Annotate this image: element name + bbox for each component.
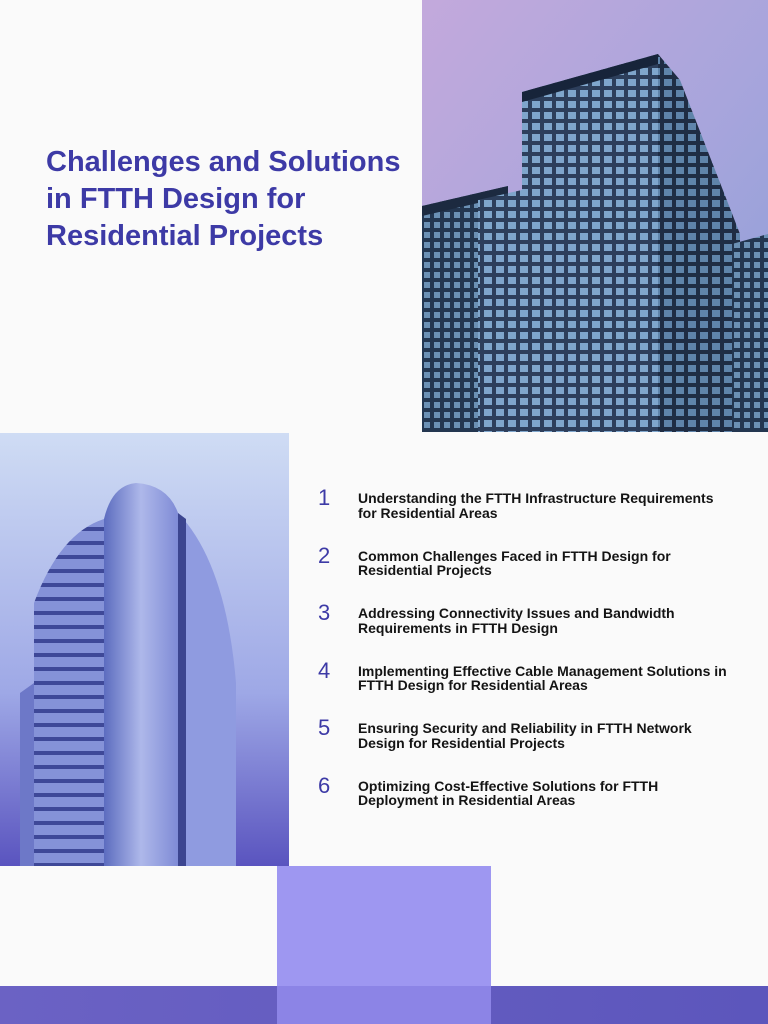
toc-item-number: 6 <box>318 772 331 798</box>
toc-item-text: Understanding the FTTH Infrastructure Requirements for Residential Areas <box>358 490 714 521</box>
toc-item-number: 3 <box>318 600 331 626</box>
accent-block-shade <box>277 986 491 1024</box>
page-title: Challenges and Solutions in FTTH Design for Residential Projects <box>46 146 401 252</box>
toc-item-text: Addressing Connectivity Issues and Bandwidth Requirements in FTTH Design <box>358 605 675 636</box>
table-of-contents <box>318 486 738 832</box>
toc-item-2 <box>318 544 738 602</box>
toc-item-text: Ensuring Security and Reliability in FTTH Network Design for Residential Projects <box>358 720 692 751</box>
toc-item-1 <box>318 486 738 544</box>
toc-item-text: Optimizing Cost-Effective Solutions for FTTH Deployment in Residential Areas <box>358 777 659 809</box>
toc-item-5 <box>318 716 738 774</box>
toc-item-text: Common Challenges Faced in FTTH Design for Residential Projects <box>358 547 671 579</box>
toc-item-number: 4 <box>318 657 331 683</box>
toc-item-3 <box>318 601 738 659</box>
toc-item-6 <box>318 774 738 832</box>
curved-glass-tower-photo <box>0 433 289 866</box>
toc-item-text: Implementing Effective Cable Management Solutions in FTTH Design for Residential Areas <box>358 662 727 694</box>
toc-item-number: 2 <box>318 542 331 568</box>
toc-item-4 <box>318 659 738 717</box>
toc-item-number: 1 <box>318 485 331 510</box>
office-tower-photo <box>422 0 768 432</box>
toc-item-number: 5 <box>318 715 331 741</box>
